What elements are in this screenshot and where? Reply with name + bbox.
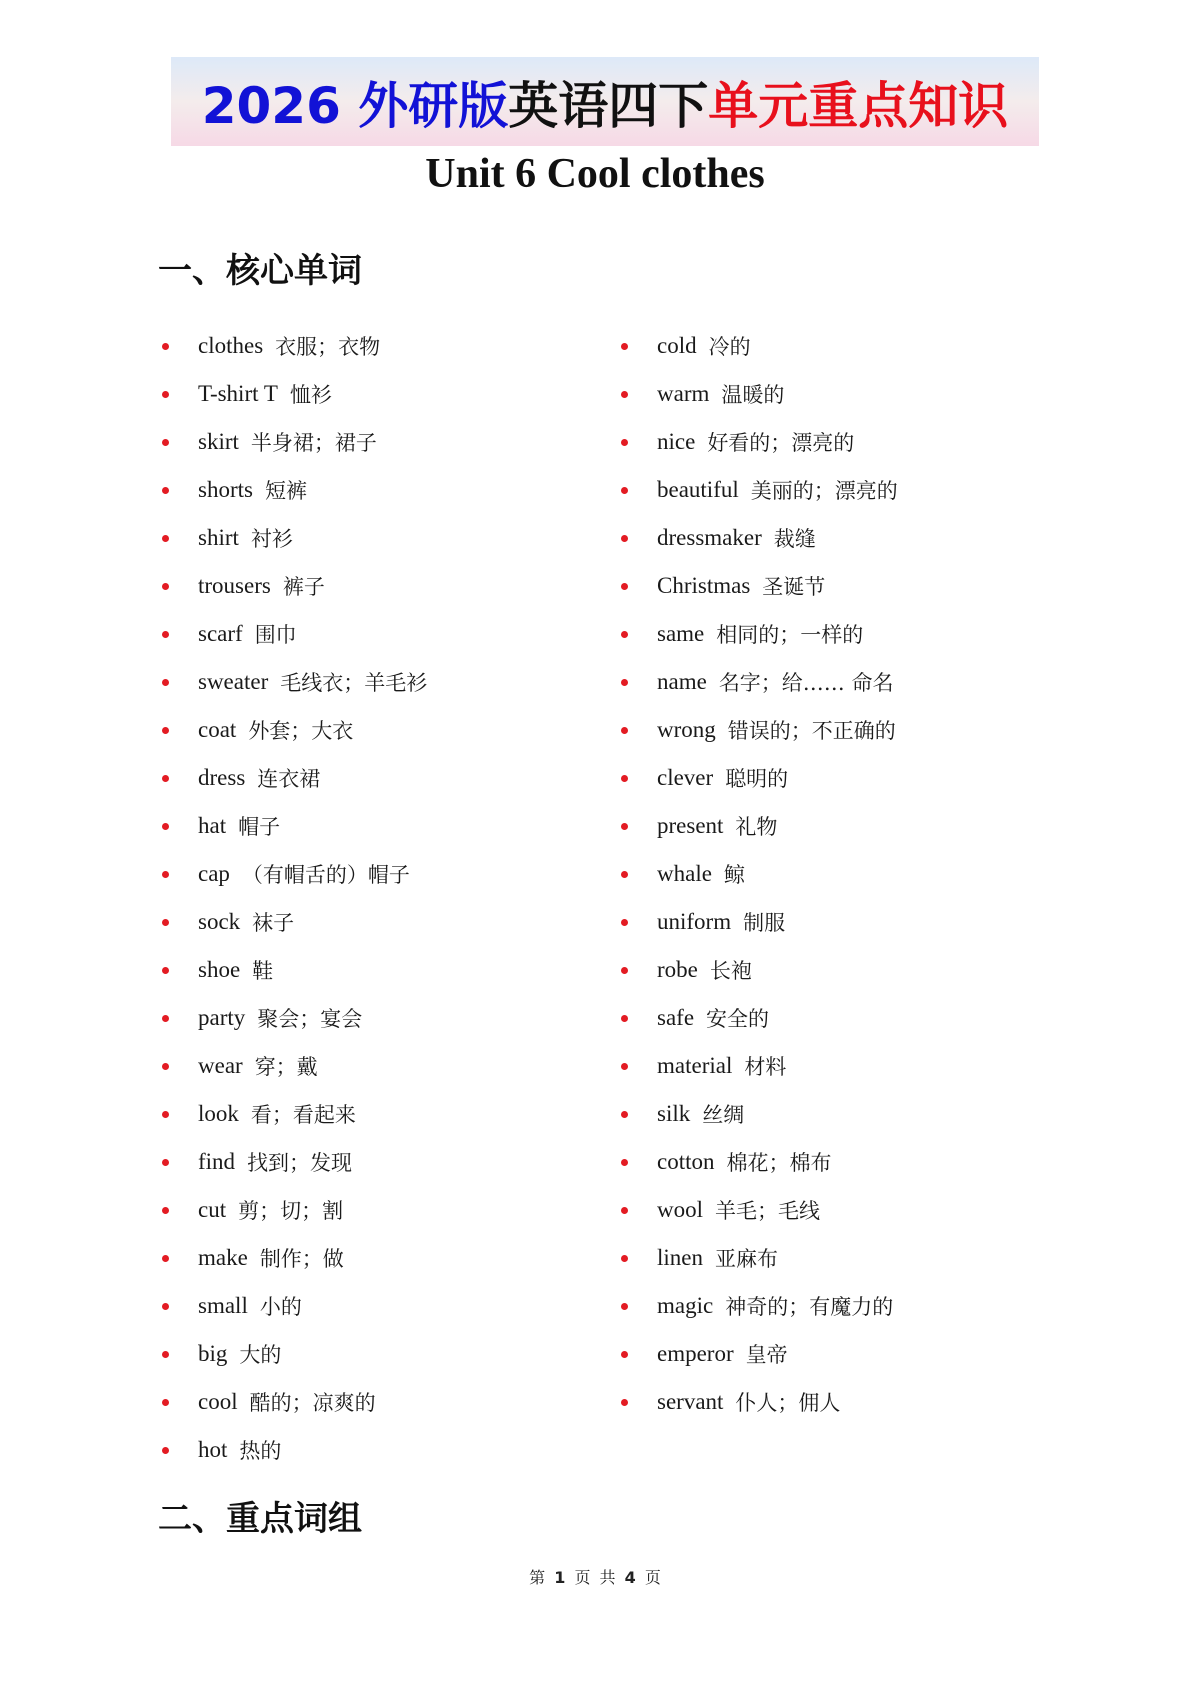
vocab-meaning: 小的 xyxy=(259,1295,302,1319)
vocab-word: dressmaker xyxy=(657,525,762,550)
list-item xyxy=(160,994,427,1042)
vocab-meaning: 圣诞节 xyxy=(762,575,826,599)
list-item xyxy=(160,1378,427,1426)
vocab-meaning: 亚麻布 xyxy=(715,1247,778,1271)
list-item xyxy=(160,562,427,610)
vocab-word: shorts xyxy=(198,477,253,502)
bullet-icon xyxy=(621,391,628,398)
vocab-meaning: 衣服；衣物 xyxy=(275,335,381,359)
bullet-icon xyxy=(162,871,169,878)
vocab-word: look xyxy=(198,1101,239,1126)
vocab-meaning: 好看的；漂亮的 xyxy=(707,431,855,455)
list-item xyxy=(160,1186,427,1234)
list-item xyxy=(619,1042,898,1090)
vocab-meaning: 外套；大衣 xyxy=(248,719,354,743)
vocab-meaning: 皇帝 xyxy=(745,1343,788,1367)
vocab-word: shoe xyxy=(198,957,241,982)
bullet-icon xyxy=(162,1447,169,1454)
vocab-word: robe xyxy=(657,957,698,982)
bullet-icon xyxy=(621,1351,628,1358)
vocab-word: coat xyxy=(198,717,237,742)
list-item xyxy=(619,898,898,946)
vocab-meaning: 羊毛；毛线 xyxy=(715,1199,820,1223)
vocab-meaning: 袜子 xyxy=(252,911,295,935)
vocab-meaning: 半身裙；裙子 xyxy=(250,431,377,455)
vocab-word: name xyxy=(657,669,707,694)
page-footer xyxy=(0,1565,1190,1588)
bullet-icon xyxy=(621,487,628,494)
list-item xyxy=(619,610,898,658)
bullet-icon xyxy=(162,439,169,446)
vocab-word: wrong xyxy=(657,717,716,742)
bullet-icon xyxy=(621,1399,628,1406)
footer-suffix: 页 xyxy=(644,1568,661,1587)
vocab-meaning: 毛线衣；羊毛衫 xyxy=(280,671,428,695)
bullet-icon xyxy=(162,1255,169,1262)
bullet-icon xyxy=(621,1159,628,1166)
bullet-icon xyxy=(621,967,628,974)
vocab-meaning: 名字；给…… 命名 xyxy=(718,671,894,695)
vocab-meaning: 看；看起来 xyxy=(250,1103,356,1127)
unit-title: Unit 6 Cool clothes xyxy=(425,151,765,197)
bullet-icon xyxy=(621,1303,628,1310)
vocab-word: beautiful xyxy=(657,477,739,502)
vocab-word: whale xyxy=(657,861,712,886)
bullet-icon xyxy=(162,487,169,494)
list-item xyxy=(619,754,898,802)
vocab-word: linen xyxy=(657,1245,703,1270)
list-item xyxy=(619,1234,898,1282)
vocab-meaning: 裤子 xyxy=(282,575,325,599)
list-item xyxy=(619,1282,898,1330)
list-item xyxy=(160,802,427,850)
bullet-icon xyxy=(162,535,169,542)
bullet-icon xyxy=(162,1015,169,1022)
vocab-meaning: 鞋 xyxy=(252,959,274,983)
vocab-word: cap xyxy=(198,861,230,886)
bullet-icon xyxy=(162,1063,169,1070)
vocab-word: clothes xyxy=(198,333,264,358)
vocab-meaning: 连衣裙 xyxy=(257,767,321,791)
vocab-meaning: 裁缝 xyxy=(773,527,816,551)
banner-edition: 2026 外研版 xyxy=(201,76,509,135)
vocab-word: Christmas xyxy=(657,573,751,598)
bullet-icon xyxy=(162,775,169,782)
vocab-word: servant xyxy=(657,1389,724,1414)
banner-subject: 英语四下 xyxy=(508,76,709,135)
vocab-word: dress xyxy=(198,765,246,790)
section-heading-core-words: 一、核心单词 xyxy=(158,251,362,291)
list-item xyxy=(160,1138,427,1186)
vocab-meaning: 美丽的；漂亮的 xyxy=(750,479,898,503)
vocab-meaning: （有帽舌的）帽子 xyxy=(241,863,410,887)
vocab-meaning: 礼物 xyxy=(735,815,778,839)
vocab-meaning: 恤衫 xyxy=(289,383,332,407)
bullet-icon xyxy=(162,343,169,350)
list-item xyxy=(160,322,427,370)
vocab-word: wool xyxy=(657,1197,703,1222)
footer-page-number: 1 xyxy=(554,1568,566,1587)
bullet-icon xyxy=(162,1399,169,1406)
vocab-meaning: 丝绸 xyxy=(702,1103,745,1127)
vocab-word: cut xyxy=(198,1197,227,1222)
list-item xyxy=(619,1378,898,1426)
bullet-icon xyxy=(621,583,628,590)
list-item xyxy=(619,1090,898,1138)
vocab-word: trousers xyxy=(198,573,271,598)
list-item xyxy=(160,370,427,418)
bullet-icon xyxy=(162,631,169,638)
bullet-icon xyxy=(621,343,628,350)
list-item xyxy=(619,1186,898,1234)
vocab-word: cold xyxy=(657,333,697,358)
vocab-word: silk xyxy=(657,1101,691,1126)
vocab-word: big xyxy=(198,1341,228,1366)
list-item xyxy=(160,418,427,466)
vocab-word: T-shirt T xyxy=(198,381,278,406)
list-item xyxy=(619,850,898,898)
vocab-meaning: 帽子 xyxy=(238,815,281,839)
vocab-word: warm xyxy=(657,381,710,406)
vocab-meaning: 聪明的 xyxy=(725,767,789,791)
vocab-meaning: 围巾 xyxy=(254,623,297,647)
list-item xyxy=(619,994,898,1042)
section-heading-key-phrases: 二、重点词组 xyxy=(158,1499,362,1539)
footer-middle: 页 共 xyxy=(574,1568,616,1587)
bullet-icon xyxy=(162,1303,169,1310)
vocab-meaning: 相同的；一样的 xyxy=(716,623,864,647)
vocab-meaning: 冷的 xyxy=(708,335,751,359)
vocab-list-right xyxy=(619,322,898,1426)
bullet-icon xyxy=(162,967,169,974)
list-item xyxy=(619,322,898,370)
bullet-icon xyxy=(162,1159,169,1166)
list-item xyxy=(619,1330,898,1378)
vocab-meaning: 制服 xyxy=(743,911,786,935)
list-item xyxy=(160,1234,427,1282)
vocab-meaning: 热的 xyxy=(239,1439,282,1463)
title-banner xyxy=(171,57,1039,146)
list-item xyxy=(160,898,427,946)
vocab-meaning: 剪；切；割 xyxy=(238,1199,344,1223)
list-item xyxy=(160,1282,427,1330)
vocab-word: find xyxy=(198,1149,236,1174)
list-item xyxy=(619,706,898,754)
vocab-word: cool xyxy=(198,1389,238,1414)
bullet-icon xyxy=(621,1207,628,1214)
vocab-word: material xyxy=(657,1053,733,1078)
bullet-icon xyxy=(621,775,628,782)
vocab-word: clever xyxy=(657,765,714,790)
vocab-meaning: 酷的；凉爽的 xyxy=(249,1391,376,1415)
vocab-word: hot xyxy=(198,1437,228,1462)
vocab-meaning: 神奇的；有魔力的 xyxy=(725,1295,894,1319)
bullet-icon xyxy=(621,679,628,686)
list-item xyxy=(619,802,898,850)
bullet-icon xyxy=(162,919,169,926)
list-item xyxy=(619,514,898,562)
footer-total-pages: 4 xyxy=(624,1568,636,1587)
list-item xyxy=(619,1138,898,1186)
bullet-icon xyxy=(621,1063,628,1070)
vocab-word: sweater xyxy=(198,669,269,694)
vocab-meaning: 聚会；宴会 xyxy=(257,1007,363,1031)
vocab-word: magic xyxy=(657,1293,714,1318)
vocab-meaning: 制作；做 xyxy=(259,1247,344,1271)
list-item xyxy=(619,466,898,514)
vocab-word: nice xyxy=(657,429,696,454)
bullet-icon xyxy=(621,439,628,446)
bullet-icon xyxy=(621,727,628,734)
bullet-icon xyxy=(621,631,628,638)
bullet-icon xyxy=(162,1207,169,1214)
list-item xyxy=(619,562,898,610)
vocab-word: sock xyxy=(198,909,241,934)
vocab-word: present xyxy=(657,813,724,838)
vocab-meaning: 短裤 xyxy=(264,479,307,503)
list-item xyxy=(160,466,427,514)
vocab-word: same xyxy=(657,621,705,646)
vocab-word: small xyxy=(198,1293,248,1318)
vocab-word: party xyxy=(198,1005,246,1030)
vocab-word: cotton xyxy=(657,1149,715,1174)
vocab-meaning: 衬衫 xyxy=(250,527,293,551)
vocab-meaning: 错误的；不正确的 xyxy=(727,719,896,743)
bullet-icon xyxy=(162,391,169,398)
list-item xyxy=(619,370,898,418)
list-item xyxy=(160,610,427,658)
list-item xyxy=(160,514,427,562)
vocab-word: scarf xyxy=(198,621,243,646)
vocab-meaning: 温暖的 xyxy=(721,383,785,407)
bullet-icon xyxy=(621,1015,628,1022)
list-item xyxy=(160,850,427,898)
bullet-icon xyxy=(162,823,169,830)
vocab-word: shirt xyxy=(198,525,239,550)
vocab-list-left xyxy=(160,322,427,1474)
list-item xyxy=(160,1042,427,1090)
vocab-meaning: 棉花；棉布 xyxy=(726,1151,832,1175)
vocab-word: emperor xyxy=(657,1341,734,1366)
list-item xyxy=(160,1330,427,1378)
list-item xyxy=(160,946,427,994)
list-item xyxy=(160,706,427,754)
list-item xyxy=(619,418,898,466)
bullet-icon xyxy=(621,1255,628,1262)
vocab-word: uniform xyxy=(657,909,732,934)
vocab-word: wear xyxy=(198,1053,243,1078)
list-item xyxy=(160,1090,427,1138)
bullet-icon xyxy=(162,727,169,734)
bullet-icon xyxy=(621,1111,628,1118)
bullet-icon xyxy=(621,871,628,878)
banner-topic: 单元重点知识 xyxy=(708,76,1009,135)
footer-prefix: 第 xyxy=(529,1568,546,1587)
vocab-meaning: 安全的 xyxy=(706,1007,770,1031)
vocab-word: make xyxy=(198,1245,248,1270)
list-item xyxy=(160,1426,427,1474)
vocab-meaning: 鲸 xyxy=(723,863,745,887)
bullet-icon xyxy=(621,535,628,542)
bullet-icon xyxy=(162,679,169,686)
vocab-meaning: 材料 xyxy=(744,1055,787,1079)
vocab-word: skirt xyxy=(198,429,239,454)
vocab-meaning: 仆人；佣人 xyxy=(735,1391,841,1415)
bullet-icon xyxy=(162,1351,169,1358)
list-item xyxy=(619,946,898,994)
bullet-icon xyxy=(621,823,628,830)
vocab-word: hat xyxy=(198,813,227,838)
vocab-meaning: 大的 xyxy=(239,1343,282,1367)
bullet-icon xyxy=(162,1111,169,1118)
vocab-meaning: 长袍 xyxy=(709,959,752,983)
bullet-icon xyxy=(162,583,169,590)
bullet-icon xyxy=(621,919,628,926)
vocab-meaning: 穿；戴 xyxy=(254,1055,318,1079)
list-item xyxy=(160,658,427,706)
list-item xyxy=(160,754,427,802)
vocab-word: safe xyxy=(657,1005,695,1030)
list-item xyxy=(619,658,898,706)
vocab-meaning: 找到；发现 xyxy=(247,1151,353,1175)
